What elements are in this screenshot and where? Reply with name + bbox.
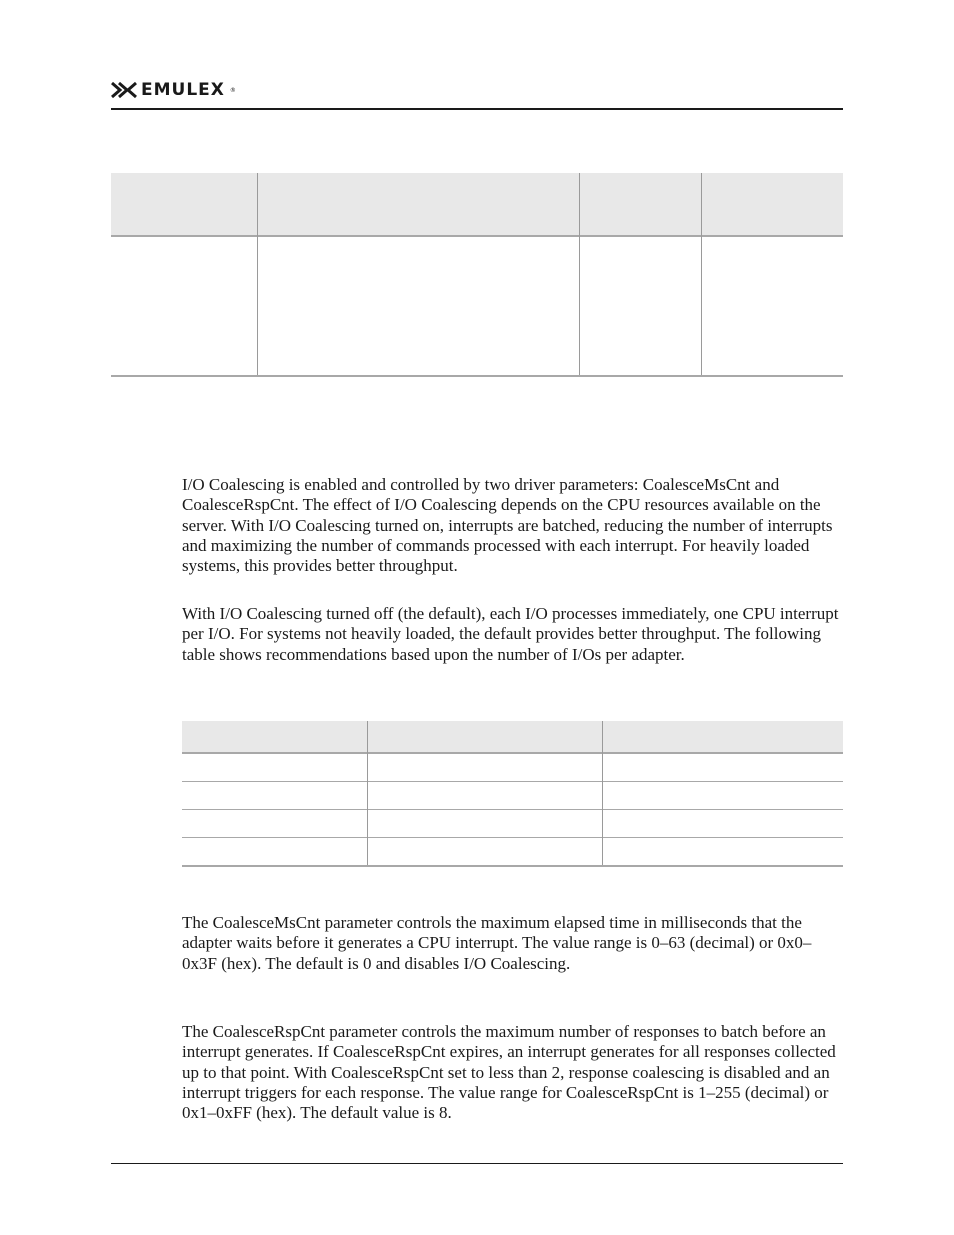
table-row [182,837,843,838]
recommendation-table-header [182,721,843,752]
coalesce-ms-cnt-paragraph: The CoalesceMsCnt parameter controls the maximum elapsed time in milliseconds that the adapter waits before it generates a CPU interrupt. The value range is 0–63 (decimal) or 0x0–0x3F (hex). The default is 0 and disables I/O Coalescing. [182,913,812,973]
emulex-logo [111,80,236,100]
coalesce-rsp-cnt-paragraph: The CoalesceRspCnt parameter controls the maximum number of responses to batch before an interrupt generates. If CoalesceRspCnt expires, an interrupt generates for all responses collected up to that point. With CoalesceRspCnt set to less than 2, response coalescing is disabled and an interrupt triggers for each response. The value range for CoalesceRspCnt is 1–255 (decimal) or 0x1–0xFF (hex). The default value is 8. [182,1022,836,1123]
table-row [182,781,843,782]
trademark-symbol: ® [229,86,236,94]
parameter-table-divider [579,173,580,376]
parameter-table-bottom-rule [111,375,843,377]
parameter-table-header [111,173,843,235]
header-rule [111,108,843,110]
brand-name: EMULEX [141,80,225,100]
emulex-logo-mark-icon [111,80,137,100]
io-coalescing-intro-paragraph: I/O Coalescing is enabled and controlled by two driver parameters: CoalesceMsCnt and CoalesceRspCnt. The effect of I/O Coalescing depends on the CPU resources available on the server. With I/O Coalescing turned on, interrupts are batched, reducing the number of interrupts and maximizing the number of commands processed with each interrupt. For heavily loaded systems, this provides better throughput. [182,475,833,576]
recommendation-table-divider [367,721,368,866]
io-coalescing-off-paragraph: With I/O Coalescing turned off (the default), each I/O processes immediately, one CPU interrupt per I/O. For systems not heavily loaded, the default provides better throughput. The following table shows recommendations based upon the number of I/Os per adapter. [182,604,839,664]
parameter-table-divider [257,173,258,376]
table-row [182,809,843,810]
footer-rule [111,1163,843,1164]
recommendation-table-divider [602,721,603,866]
parameter-table-header-rule [111,235,843,237]
parameter-table-divider [701,173,702,376]
recommendation-table-header-rule [182,752,843,754]
recommendation-table-bottom-rule [182,865,843,867]
